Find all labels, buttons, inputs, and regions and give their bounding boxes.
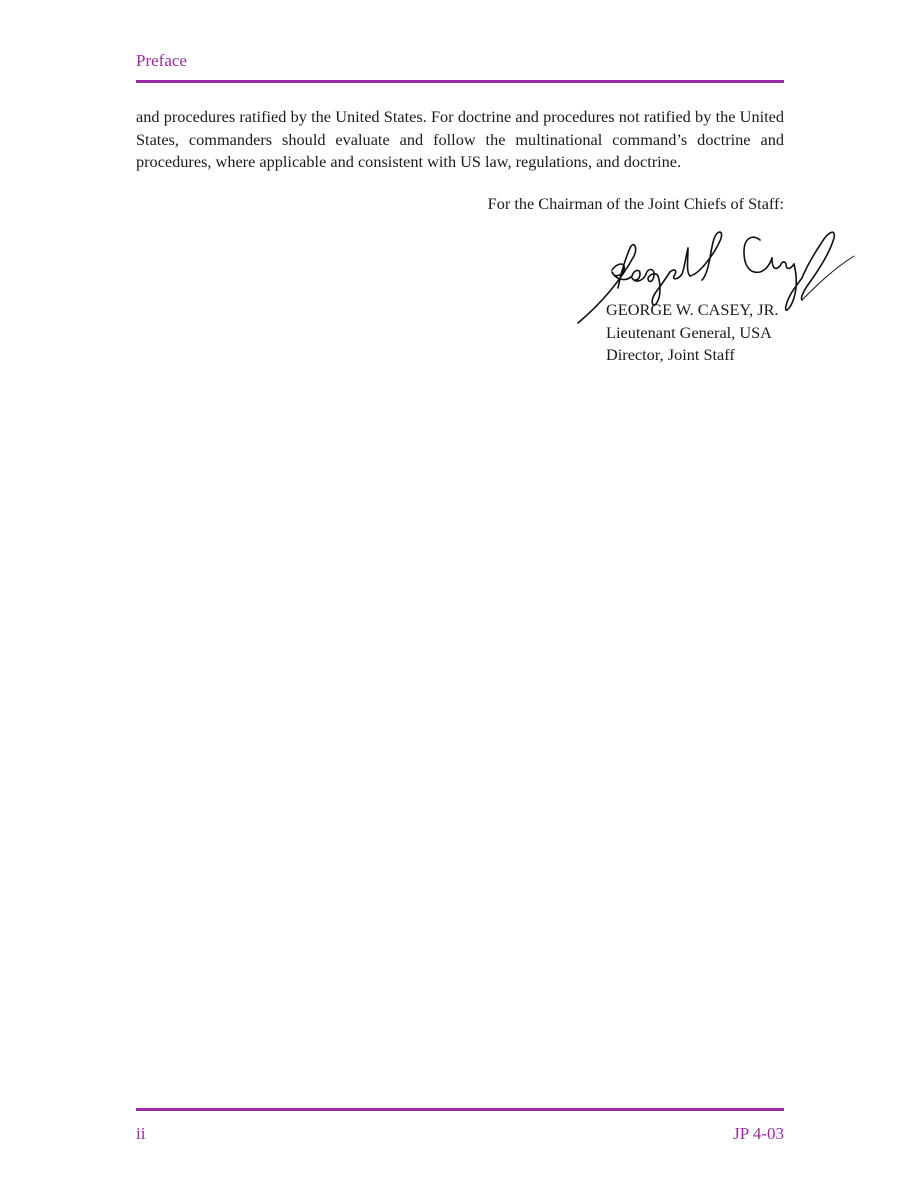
running-header: Preface bbox=[136, 51, 187, 70]
signatory-rank: Lieutenant General, USA bbox=[606, 322, 772, 342]
page-number: ii bbox=[136, 1124, 146, 1143]
closing-line: For the Chairman of the Joint Chiefs of Staff: bbox=[487, 194, 784, 213]
footer-rule bbox=[136, 1108, 784, 1111]
signatory-name: GEORGE W. CASEY, JR. bbox=[606, 300, 779, 319]
header-rule bbox=[136, 80, 784, 83]
signatory-title: Director, Joint Staff bbox=[606, 345, 735, 364]
handwritten-signature bbox=[574, 226, 856, 326]
publication-id: JP 4-03 bbox=[733, 1124, 784, 1143]
body-paragraph: and procedures ratified by the United States. For doctrine and procedures not ratified by the United States, commanders should evaluate and follow the multinational command’s doctrine and procedures, where applicable and consistent with US law, regulations, and doctrine. bbox=[136, 107, 784, 171]
